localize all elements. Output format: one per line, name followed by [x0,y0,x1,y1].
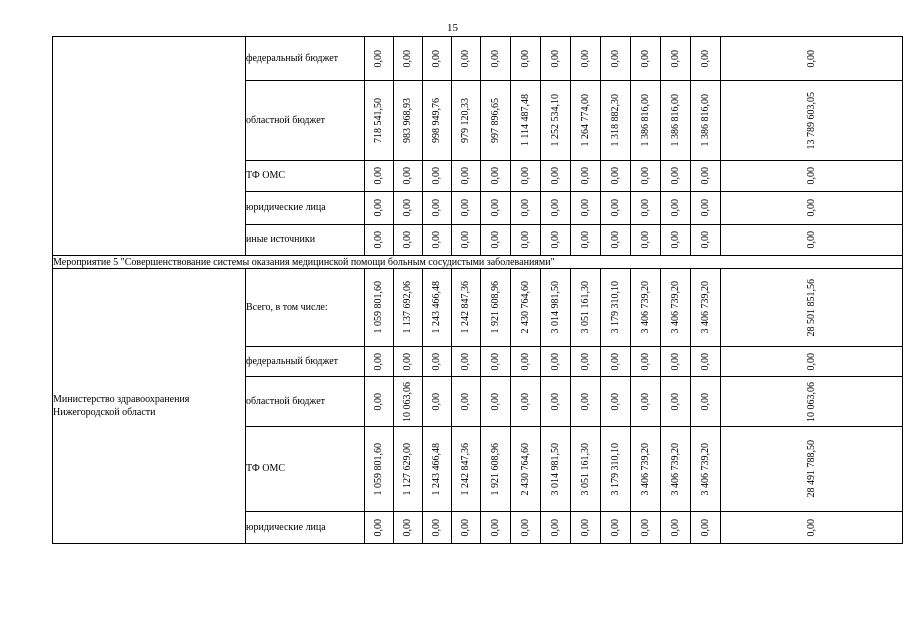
year-value-cell-text: 0,00 [639,518,651,537]
year-value-cell-text: 1 252 534,10 [549,94,561,147]
year-value-cell-text: 1 137 692,06 [402,281,413,334]
year-value-cell [481,225,511,256]
year-value-cell [601,81,631,161]
year-value-cell [571,427,601,512]
year-value-cell [541,427,571,512]
year-value-cell [511,81,541,161]
year-value-cell [365,269,394,347]
year-value-cell-text: 10 063,06 [402,381,413,422]
year-value-cell [481,192,511,225]
source-label: иные источники [246,225,365,256]
year-value-cell-text: 0,00 [609,352,621,371]
year-value-cell-text: 0,00 [519,231,531,249]
year-value-cell [365,347,394,377]
year-value-cell-text: 3 406 739,20 [669,442,681,496]
year-value-cell [631,37,661,81]
year-value-cell-text: 1 242 847,36 [460,442,471,496]
source-label: Всего, в том числе: [246,269,365,347]
source-label: федеральный бюджет [246,37,365,81]
year-value-cell-text: 1 318 882,30 [609,94,621,147]
year-value-cell-text: 0,00 [489,518,501,537]
year-value-cell-text: 3 406 739,20 [639,442,651,496]
year-value-cell-text: 0,00 [639,392,651,411]
source-label: ТФ ОМС [246,161,365,192]
year-value-cell-text: 0,00 [431,199,442,217]
year-value-cell [394,192,423,225]
year-value-cell [571,161,601,192]
year-value-cell-text: 0,00 [639,231,651,249]
year-value-cell-text: 0,00 [699,231,711,249]
year-value-cell [631,192,661,225]
year-value-cell-text: 0,00 [579,392,591,411]
table-body [53,37,903,544]
year-value-cell-text: 0,00 [373,352,384,371]
year-value-cell-text: 1 264 774,00 [579,94,591,147]
year-value-cell-text: 0,00 [549,49,561,68]
year-value-cell [365,377,394,427]
year-value-cell-text: 1 243 466,48 [431,442,442,496]
year-value-cell-text: 0,00 [669,392,681,411]
year-value-cell-text: 3 179 310,10 [609,442,621,496]
year-value-cell [394,81,423,161]
year-value-cell [541,225,571,256]
year-value-cell [691,192,721,225]
year-value-cell-text: 0,00 [699,352,711,371]
year-value-cell-text: 0,00 [609,518,621,537]
year-value-cell [423,81,452,161]
total-cell-text: 0,00 [805,199,817,217]
year-value-cell-text: 0,00 [669,199,681,217]
year-value-cell-text: 1 127 629,00 [402,442,413,496]
year-value-cell [571,377,601,427]
year-value-cell [691,161,721,192]
year-value-cell-text: 3 014 981,50 [549,281,561,334]
year-value-cell-text: 0,00 [431,352,442,371]
year-value-cell [601,161,631,192]
year-value-cell [661,377,691,427]
total-cell [721,269,903,347]
year-value-cell-text: 0,00 [402,199,413,217]
year-value-cell [394,269,423,347]
year-value-cell [511,225,541,256]
year-value-cell [511,269,541,347]
year-value-cell [601,512,631,544]
source-label: юридические лица [246,192,365,225]
year-value-cell-text: 0,00 [460,231,471,249]
year-value-cell-text: 1 243 466,48 [431,281,442,334]
year-value-cell-text: 0,00 [519,518,531,537]
year-value-cell [365,37,394,81]
year-value-cell-text: 0,00 [609,231,621,249]
year-value-cell-text: 0,00 [549,199,561,217]
budget-table [52,36,903,544]
year-value-cell [511,427,541,512]
total-cell [721,81,903,161]
year-value-cell [691,512,721,544]
total-cell [721,192,903,225]
year-value-cell-text: 0,00 [489,392,501,411]
year-value-cell-text: 0,00 [431,518,442,537]
year-value-cell [601,192,631,225]
year-value-cell [571,37,601,81]
year-value-cell [481,377,511,427]
year-value-cell [394,161,423,192]
total-cell [721,161,903,192]
year-value-cell-text: 0,00 [609,199,621,217]
year-value-cell-text: 0,00 [519,199,531,217]
year-value-cell-text: 3 051 161,30 [579,442,591,496]
year-value-cell [481,81,511,161]
year-value-cell [631,347,661,377]
year-value-cell [631,269,661,347]
year-value-cell [511,512,541,544]
year-value-cell-text: 0,00 [639,167,651,185]
year-value-cell-text: 0,00 [519,49,531,68]
year-value-cell-text: 1 059 801,60 [373,442,384,496]
year-value-cell [601,377,631,427]
year-value-cell-text: 0,00 [699,392,711,411]
total-cell [721,347,903,377]
year-value-cell [423,512,452,544]
year-value-cell-text: 0,00 [489,231,501,249]
year-value-cell [481,347,511,377]
year-value-cell-text: 0,00 [609,49,621,68]
total-cell-text: 28 501 851,56 [805,278,817,337]
year-value-cell [452,512,481,544]
total-cell-text: 28 491 788,50 [805,440,817,498]
table-row [53,269,903,347]
year-value-cell [394,377,423,427]
year-value-cell [394,347,423,377]
year-value-cell [691,81,721,161]
year-value-cell-text: 0,00 [579,49,591,68]
year-value-cell [481,427,511,512]
year-value-cell-text: 0,00 [402,167,413,185]
year-value-cell [394,512,423,544]
source-label: юридические лица [246,512,365,544]
year-value-cell-text: 0,00 [549,167,561,185]
year-value-cell [423,37,452,81]
year-value-cell [481,161,511,192]
year-value-cell-text: 0,00 [373,231,384,249]
year-value-cell-text: 983 968,93 [402,98,413,143]
year-value-cell [631,427,661,512]
year-value-cell [541,161,571,192]
year-value-cell [661,192,691,225]
year-value-cell-text: 0,00 [489,167,501,185]
year-value-cell-text: 0,00 [639,49,651,68]
organization-name: Министерство здравоохранения Нижегородской области [53,269,246,544]
year-value-cell [601,37,631,81]
year-value-cell [423,269,452,347]
year-value-cell-text: 1 921 608,96 [489,442,501,496]
year-value-cell-text: 0,00 [669,167,681,185]
year-value-cell-text: 0,00 [460,167,471,185]
year-value-cell [691,377,721,427]
year-value-cell [571,192,601,225]
total-cell-text: 0,00 [805,518,817,537]
year-value-cell-text: 0,00 [579,352,591,371]
year-value-cell-text: 0,00 [489,352,501,371]
year-value-cell [691,37,721,81]
year-value-cell-text: 0,00 [431,231,442,249]
year-value-cell [631,225,661,256]
year-value-cell-text: 998 949,76 [431,98,442,143]
year-value-cell [423,192,452,225]
year-value-cell-text: 3 051 161,30 [579,281,591,334]
year-value-cell [571,512,601,544]
total-cell [721,427,903,512]
year-value-cell-text: 0,00 [431,49,442,68]
year-value-cell-text: 0,00 [579,199,591,217]
year-value-cell-text: 0,00 [460,518,471,537]
year-value-cell-text: 0,00 [519,392,531,411]
year-value-cell [661,269,691,347]
year-value-cell-text: 0,00 [699,518,711,537]
year-value-cell-text: 0,00 [519,352,531,371]
year-value-cell [541,269,571,347]
total-cell [721,512,903,544]
total-cell [721,377,903,427]
year-value-cell [394,225,423,256]
year-value-cell [601,269,631,347]
year-value-cell-text: 0,00 [639,352,651,371]
year-value-cell-text: 0,00 [549,392,561,411]
year-value-cell [661,427,691,512]
year-value-cell-text: 0,00 [460,392,471,411]
year-value-cell [661,347,691,377]
year-value-cell [452,161,481,192]
year-value-cell [452,192,481,225]
year-value-cell [452,377,481,427]
year-value-cell [394,427,423,512]
year-value-cell [365,427,394,512]
year-value-cell-text: 0,00 [579,167,591,185]
year-value-cell [541,37,571,81]
year-value-cell-text: 718 541,50 [373,98,384,143]
year-value-cell [423,377,452,427]
source-label: федеральный бюджет [246,347,365,377]
year-value-cell-text: 0,00 [669,49,681,68]
year-value-cell [365,192,394,225]
year-value-cell [394,37,423,81]
year-value-cell-text: 1 386 816,00 [669,94,681,147]
year-value-cell [661,512,691,544]
year-value-cell-text: 0,00 [489,199,501,217]
year-value-cell-text: 0,00 [549,231,561,249]
year-value-cell-text: 0,00 [699,199,711,217]
total-cell [721,37,903,81]
year-value-cell [691,427,721,512]
year-value-cell-text: 0,00 [609,167,621,185]
year-value-cell [365,512,394,544]
year-value-cell [541,81,571,161]
year-value-cell [452,427,481,512]
year-value-cell-text: 2 430 764,60 [519,281,531,334]
year-value-cell-text: 0,00 [373,392,384,411]
total-cell-text: 0,00 [805,352,817,371]
year-value-cell [631,512,661,544]
year-value-cell-text: 1 059 801,60 [373,281,384,334]
year-value-cell-text: 0,00 [373,518,384,537]
organization-cell-empty [53,37,246,256]
year-value-cell [541,512,571,544]
total-cell-text: 0,00 [805,49,817,68]
total-cell-text: 0,00 [805,231,817,249]
total-cell [721,225,903,256]
source-label: областной бюджет [246,377,365,427]
year-value-cell-text: 0,00 [431,167,442,185]
year-value-cell-text: 0,00 [579,518,591,537]
year-value-cell-text: 3 406 739,20 [639,281,651,334]
year-value-cell [631,161,661,192]
year-value-cell-text: 1 114 487,48 [519,94,531,147]
year-value-cell [365,161,394,192]
year-value-cell [571,347,601,377]
year-value-cell [571,225,601,256]
year-value-cell [423,427,452,512]
year-value-cell [601,225,631,256]
year-value-cell-text: 0,00 [549,352,561,371]
year-value-cell-text: 979 120,33 [460,98,471,143]
activity-title-row [53,256,903,269]
year-value-cell-text: 1 242 847,36 [460,281,471,334]
total-cell-text: 10 063,06 [805,381,817,422]
year-value-cell-text: 3 406 739,20 [699,442,711,496]
year-value-cell-text: 1 386 816,00 [699,94,711,147]
year-value-cell-text: 0,00 [402,231,413,249]
year-value-cell-text: 0,00 [373,199,384,217]
year-value-cell [691,225,721,256]
total-cell-text: 0,00 [805,167,817,185]
year-value-cell [481,37,511,81]
activity-title: Мероприятие 5 "Совершенствование системы оказания медицинской помощи больным сосудистыми заболеваниями" [53,256,903,269]
year-value-cell [691,347,721,377]
year-value-cell-text: 0,00 [402,518,413,537]
year-value-cell [452,269,481,347]
year-value-cell [661,225,691,256]
year-value-cell-text: 0,00 [579,231,591,249]
year-value-cell-text: 0,00 [669,231,681,249]
year-value-cell [661,161,691,192]
year-value-cell [631,377,661,427]
year-value-cell [631,81,661,161]
year-value-cell-text: 0,00 [489,49,501,68]
year-value-cell-text: 3 406 739,20 [669,281,681,334]
page-number: 15 [447,22,458,34]
year-value-cell [481,269,511,347]
year-value-cell-text: 0,00 [402,352,413,371]
year-value-cell-text: 0,00 [549,518,561,537]
year-value-cell [423,161,452,192]
year-value-cell-text: 0,00 [460,352,471,371]
year-value-cell [511,347,541,377]
year-value-cell-text: 0,00 [609,392,621,411]
year-value-cell [571,81,601,161]
year-value-cell [661,81,691,161]
year-value-cell-text: 2 430 764,60 [519,442,531,496]
year-value-cell-text: 0,00 [402,49,413,68]
year-value-cell-text: 3 179 310,10 [609,281,621,334]
year-value-cell [452,225,481,256]
year-value-cell-text: 0,00 [639,199,651,217]
year-value-cell [511,192,541,225]
year-value-cell-text: 3 014 981,50 [549,442,561,496]
total-cell-text: 13 789 603,05 [805,91,817,150]
year-value-cell [601,347,631,377]
year-value-cell-text: 0,00 [699,49,711,68]
year-value-cell-text: 1 386 816,00 [639,94,651,147]
source-label: областной бюджет [246,81,365,161]
year-value-cell-text: 0,00 [373,167,384,185]
year-value-cell-text: 0,00 [669,352,681,371]
year-value-cell [661,37,691,81]
source-label: ТФ ОМС [246,427,365,512]
year-value-cell [452,81,481,161]
year-value-cell [541,377,571,427]
year-value-cell [423,225,452,256]
year-value-cell [452,37,481,81]
year-value-cell-text: 0,00 [460,199,471,217]
year-value-cell-text: 0,00 [460,49,471,68]
table-row [53,37,903,81]
year-value-cell-text: 0,00 [431,392,442,411]
year-value-cell-text: 0,00 [669,518,681,537]
year-value-cell [481,512,511,544]
year-value-cell [571,269,601,347]
year-value-cell [691,269,721,347]
year-value-cell [541,347,571,377]
year-value-cell [423,347,452,377]
year-value-cell [511,37,541,81]
year-value-cell [365,225,394,256]
year-value-cell [541,192,571,225]
year-value-cell [601,427,631,512]
year-value-cell [511,377,541,427]
year-value-cell-text: 3 406 739,20 [699,281,711,334]
year-value-cell [511,161,541,192]
year-value-cell-text: 0,00 [519,167,531,185]
year-value-cell-text: 997 896,65 [489,98,501,143]
year-value-cell-text: 1 921 608,96 [489,281,501,334]
year-value-cell-text: 0,00 [699,167,711,185]
year-value-cell [365,81,394,161]
year-value-cell [452,347,481,377]
year-value-cell-text: 0,00 [373,49,384,68]
